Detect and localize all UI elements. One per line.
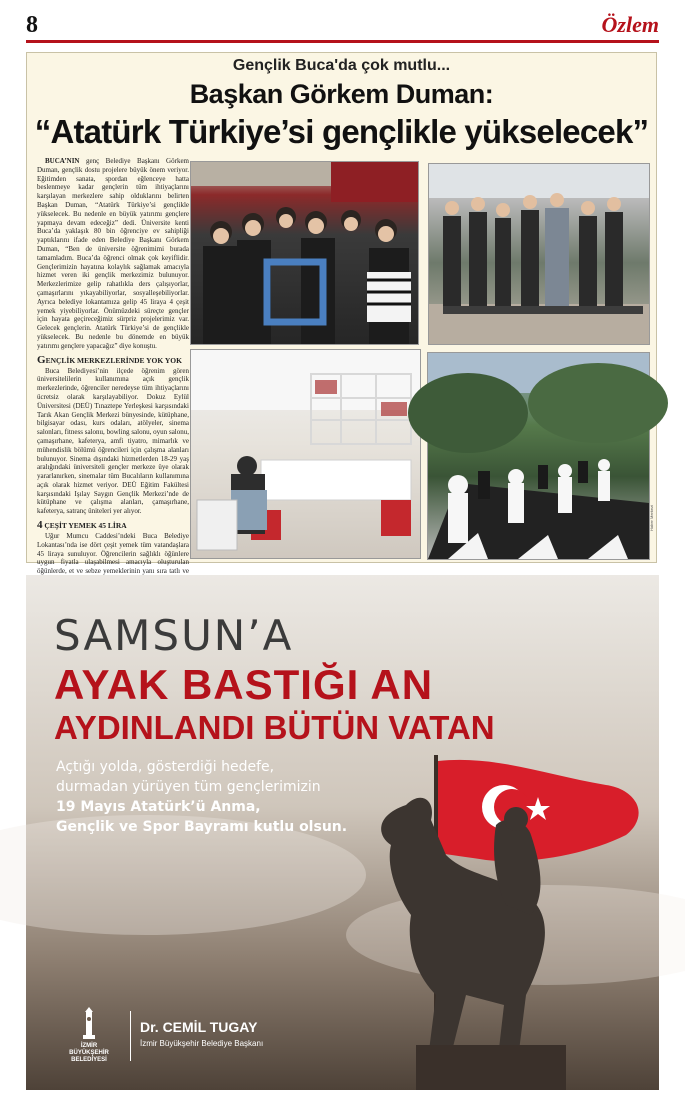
publication-name: Özlem (601, 12, 659, 37)
ad-line-aydinlandi: AYDINLANDI BÜTÜN VATAN (54, 709, 495, 746)
logo-line-buyuksehir: BÜYÜKŞEHİR (69, 1050, 109, 1056)
article-box (26, 52, 657, 576)
section-heading-meals: 4 ÇEŞİT YEMEK 45 LİRA (37, 519, 127, 532)
ad-footer (54, 1007, 314, 1067)
logo-divider (130, 1011, 131, 1061)
article-headline: “Atatürk Türkiye’si gençlikle yükselecek” (34, 113, 649, 150)
top-rule (26, 40, 659, 43)
lead-word: BUCA’NIN (45, 157, 80, 165)
paragraph-2: Buca Belediyesi’nin ilçede öğrenim gören üniversitelilerin kullanımına açık gençlik merkezlerinde, öğrenciler neredeyse tüm ihtiyaçlarını ücretsiz olarak karşılayabiliyor. Dokuz Eylül Üniversitesi (DEÜ) Tınaztepe Yerleşkesi karşısındaki Tarık Akan Gençlik Merkezi bünyesinde, kütüphane, bilgisayar odası, kurs odaları, atölyeler, sinema salonları, fitness salonu, bowling salonu, oyun salonu, çamaşırhane, kafeterya, amfi tiyatro, mimarlık ve mühendislik bölümü öğrencileri için çalışma alanları bulunuyor. Sinema dışındaki hizmetlerden 18-29 yaş aralığındaki üniversiteli gençler merkeze üye olarak yararlanırken, sinemalar tüm Bucalıların kullanımına açık olarak hizmet veriyor. DEÜ Eğitim Fakültesi karşısındaki Işılay Saygın Gençlik Merkezi’nde de kütüphane ve çalışma alanları, çamaşırhane, kafeterya, satranç üniteleri yer alıyor. (37, 366, 189, 516)
logo-line-belediyesi: BELEDİYESİ (71, 1057, 107, 1063)
photo-chess-garden (427, 352, 650, 560)
article-subhead: Başkan Görkem Duman: (189, 79, 494, 109)
photo-group-outdoor (428, 163, 650, 345)
article-body-column (37, 157, 189, 585)
photo-library (190, 349, 421, 559)
signer-title: İzmir Büyükşehir Belediye Başkanı (140, 1039, 264, 1048)
photo-group-frame (190, 161, 419, 345)
article-kicker: Gençlik Buca'da çok mutlu... (232, 57, 451, 74)
ad-message-line-4: Gençlik ve Spor Bayramı kutlu olsun. (56, 819, 348, 835)
advertisement (26, 575, 659, 1090)
paragraph-1: BUCA’NIN genç Belediye Başkanı Görkem Duman, gençlik dostu projelere büyük önem veriyor. Eğitimden sanata, spordan eğlenceye hatta beslenmeye kadar gençlerin tüm ihtiyaçlarını karşılayan merkezlere sahip olduklarını belirten Başkan Duman, “Atatürk Türkiye’si gençlikle yükselecek. Bu nedenle en büyük yatırımı gençlere yapmaya devam edeceğiz” dedi. Üniversite kenti Buca’da yaklaşık 80 bin öğrenciye ev sahipliği yaptıklarını ifade eden Belediye Başkanı Görkem Duman, “Ben de üniversite öğrenimimi burada tamamladım. Buca’da öğrenci olmak çok keyiflidir. Gençlerimizin hayatına kolaylık sağlamak amacıyla hizmet veren iki gençlik merkezimiz bulunuyor. Merkezlerimize gelip rahatlıkla ders çalışıyorlar, çamaşırlarını yıkayabiliyorlar, sosyalleşebiliyorlar. Ayrıca belediye lokantamıza gelip 45 liraya 4 çeşit yemek yiyebiliyorlar. Önümüzdeki süreçte gençler için hayata geçireceğimiz sürpriz projelerimiz var. Gelecek gençlerin. Atatürk Türkiye’si de gençlikle yükselecek. Bu nedenle bu dönemde en büyük yatırımı gençlere yapacağız” diye konuştu. (37, 157, 189, 350)
ad-message-line-1: Açtığı yolda, gösterdiği hedefe, (56, 759, 275, 775)
ad-message-line-2: durmadan yürüyen tüm gençlerimizin (56, 779, 321, 795)
clock-tower-icon (79, 1007, 99, 1043)
ad-line-samsun: SAMSUN’A (54, 611, 294, 660)
paragraph-3: Uğur Mumcu Caddesi’ndeki Buca Belediye Lokantası’nda ise dört çeşit yemek tüm vatandaşlara 45 liraya sunuluyor. Öğrencilerin sağlıklı öğünlere uygun fiyatla ulaşabilmesi amacıyla oluşturulan öğünlerde, et ve sebze yemeklerinin yanı sıra tatlı ve (37, 532, 189, 576)
ad-message (56, 757, 347, 837)
signer-name: Dr. CEMİL TUGAY (140, 1019, 258, 1035)
page-number: 8 (26, 12, 38, 38)
ad-message-line-3: 19 Mayıs Atatürk’ü Anma, (56, 799, 261, 815)
logo-line-izmir: İZMİR (80, 1043, 98, 1049)
ad-line-ayak-bastigi: AYAK BASTIĞI AN (54, 661, 434, 708)
photo-credit: Haber Merkezi (649, 505, 654, 532)
section-heading-youth-centers: GENÇLİK MERKEZLERİNDE YOK YOK (37, 353, 182, 366)
izmir-logo (54, 1007, 124, 1067)
